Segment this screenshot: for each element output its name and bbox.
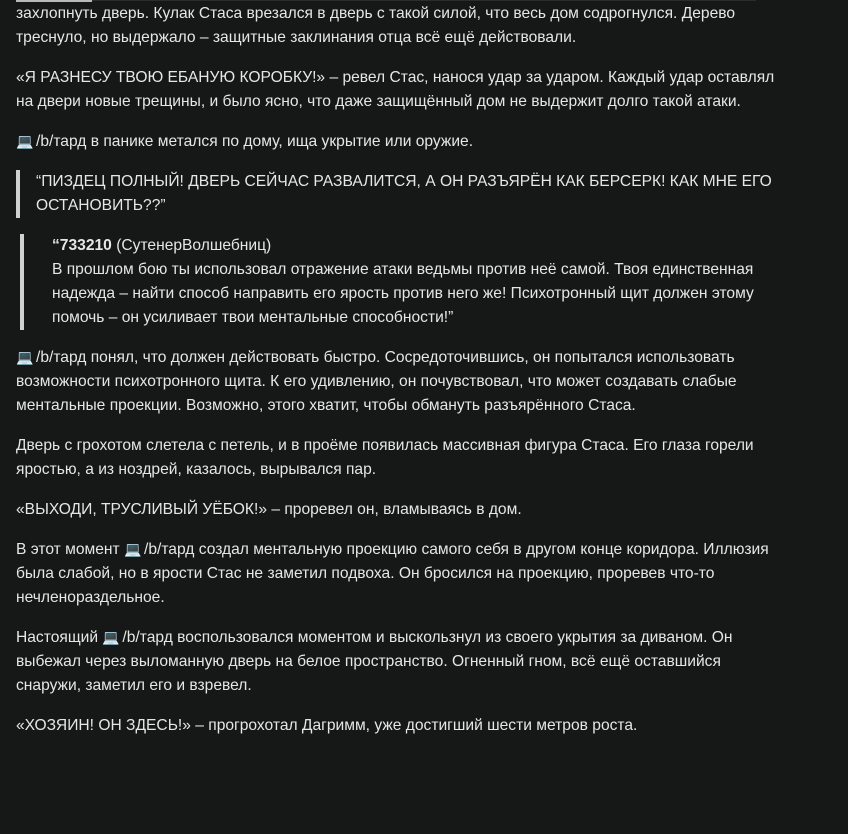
story-paragraph xyxy=(16,66,776,114)
character-name: /b/тард xyxy=(144,541,195,558)
paragraph-text: «Я РАЗНЕСУ ТВОЮ ЕБАНУЮ КОРОБКУ!» – ревел Стас, нанося удар за ударом. Каждый удар оставлял на двери новые трещины, и было ясно, что даже защищённый дом не выдержит долго такой атаки. xyxy=(16,69,775,110)
story-paragraph xyxy=(16,130,776,154)
laptop-icon: 💻 xyxy=(16,134,34,150)
quote-author-id: “733210 xyxy=(52,237,112,254)
paragraph-text: понял, что должен действовать быстро. Сосредоточившись, он попытался использовать возможности психотронного щита. К его удивлению, он почувствовал, что может создавать слабые ментальные проекции. Возможно, этого хватит, чтобы обмануть разъярённого Стаса. xyxy=(16,349,737,414)
story-paragraph xyxy=(16,498,776,522)
quote-text: “ПИЗДЕЦ ПОЛНЫЙ! ДВЕРЬ СЕЙЧАС РАЗВАЛИТСЯ, А ОН РАЗЪЯРЁН КАК БЕРСЕРК! КАК МНЕ ЕГО ОСТАНОВИТЬ??” xyxy=(16,170,776,218)
story-paragraph xyxy=(16,2,776,50)
character-name: /b/тард xyxy=(36,133,87,150)
story-content xyxy=(16,2,776,754)
nested-quote-text: В прошлом бою ты использовал отражение атаки ведьмы против неё самой. Твоя единственная надежда – найти способ направить его ярость против него же! Психотронный щит должен этому помочь – он усиливает твои ментальные способности!” xyxy=(52,261,754,326)
paragraph-text: «ХОЗЯИН! ОН ЗДЕСЬ!» – прогрохотал Дагримм, уже достигший шести метров роста. xyxy=(16,717,638,734)
story-paragraph xyxy=(16,626,776,698)
story-paragraph xyxy=(16,434,776,482)
quote-author xyxy=(52,234,776,258)
paragraph-text: захлопнуть дверь. Кулак Стаса врезался в дверь с такой силой, что весь дом содрогнулся. Дерево треснуло, но выдержало – защитные заклинания отца всё ещё действовали. xyxy=(16,5,736,46)
blockquote xyxy=(16,170,776,330)
laptop-icon: 💻 xyxy=(102,630,120,646)
story-paragraph xyxy=(16,346,776,418)
paragraph-text: «ВЫХОДИ, ТРУСЛИВЫЙ УЁБОК!» – проревел он, вламываясь в дом. xyxy=(16,501,522,518)
paragraph-text: Дверь с грохотом слетела с петель, и в проёме появилась массивная фигура Стаса. Его глаза горели яростью, а из ноздрей, казалось, вырывался пар. xyxy=(16,437,754,478)
quote-author-name: (СутенерВолшебниц) xyxy=(116,237,272,254)
character-name: /b/тард xyxy=(36,349,87,366)
paragraph-text: в панике метался по дому, ища укрытие или оружие. xyxy=(86,133,474,150)
paragraph-text: воспользовался моментом и выскользнул из своего укрытия за диваном. Он выбежал через выломанную дверь на белое пространство. Огненный гном, всё ещё оставшийся снаружи, заметил его и взревел. xyxy=(16,629,733,694)
story-paragraph xyxy=(16,714,776,738)
paragraph-text: создал ментальную проекцию самого себя в другом конце коридора. Иллюзия была слабой, но в ярости Стас не заметил подвоха. Он бросился на проекцию, проревев что-то нечленораздельное. xyxy=(16,541,769,606)
story-paragraph xyxy=(16,538,776,610)
nested-blockquote xyxy=(16,234,776,330)
laptop-icon: 💻 xyxy=(16,350,34,366)
top-divider xyxy=(16,0,756,1)
paragraph-lead: В этот момент xyxy=(16,541,124,558)
laptop-icon: 💻 xyxy=(124,542,142,558)
paragraph-lead: Настоящий xyxy=(16,629,103,646)
character-name: /b/тард xyxy=(122,629,173,646)
